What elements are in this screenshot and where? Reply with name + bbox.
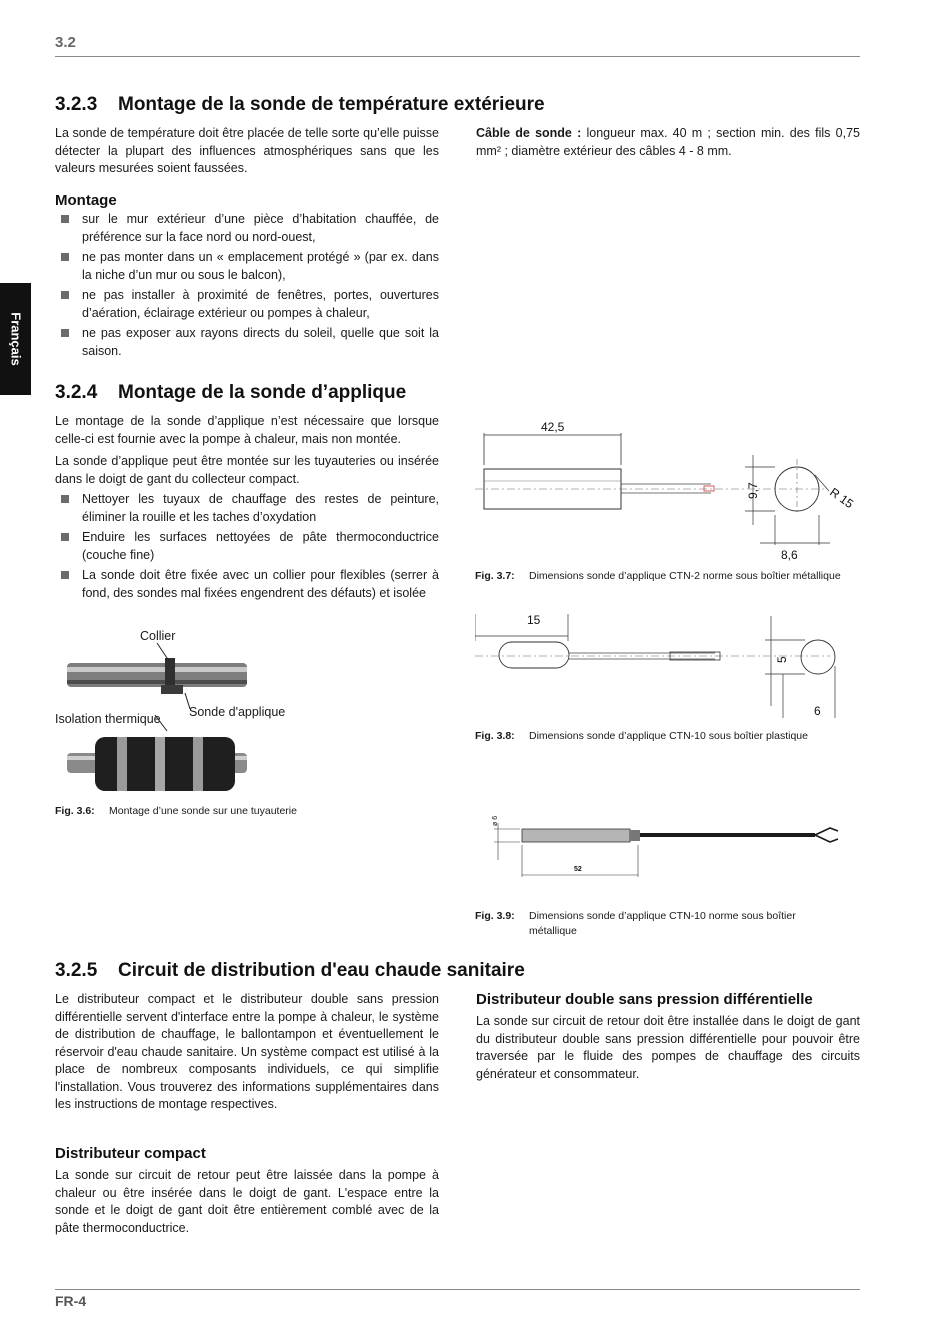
compact-distributor-heading: Distributeur compact (55, 1145, 206, 1162)
section-title: Circuit de distribution d'eau chaude sanitaire (118, 960, 525, 981)
figure-caption-text: Dimensions sonde d’applique CTN-10 norme sous boîtier métallique (529, 910, 796, 937)
bullet-square-icon (61, 291, 69, 299)
bullet-square-icon (61, 253, 69, 261)
figure-caption-3-7 (475, 569, 841, 584)
list-item: ne pas installer à proximité de fenêtres, portes, ouvertures d’aération, éclairage extérieur ou pompes à chaleur, (55, 287, 439, 322)
photo-label-isolation: Isolation thermique (55, 712, 161, 726)
list-item: sur le mur extérieur d’une pièce d’habitation chauffée, de préférence sur la face nord ou nord-ouest, (55, 211, 439, 246)
language-tab-label: Français (8, 312, 23, 366)
section-number: 3.2.4 (55, 382, 98, 403)
figure-3-7-drawing (475, 415, 865, 565)
figure-caption-text: Dimensions sonde d’applique CTN-10 sous boîtier plastique (529, 730, 808, 742)
montage-heading: Montage (55, 192, 117, 209)
section-number: 3.2.5 (55, 960, 98, 981)
s324-para2: La sonde d’applique peut être montée sur les tuyauteries ou insérée dans le doigt de gant du collecteur compact. (55, 454, 439, 486)
list-item: Nettoyer les tuyaux de chauffage des restes de peinture, éliminer la rouille et les taches d’oxydation (55, 491, 439, 526)
section-3-2-3-heading (55, 94, 545, 116)
bullet-square-icon (61, 215, 69, 223)
figure-caption-3-6 (55, 804, 297, 819)
figure-caption-text: Dimensions sonde d’applique CTN-2 norme sous boîtier métallique (529, 570, 841, 582)
bullet-square-icon (61, 495, 69, 503)
photo-label-collier: Collier (140, 629, 176, 643)
section-number: 3.2.3 (55, 94, 98, 115)
figure-label: Fig. 3.9: (475, 910, 515, 922)
montage-bullet-list (55, 211, 439, 363)
compact-distributor-text: La sonde sur circuit de retour peut être laissée dans la pompe à chaleur ou être insérée dans le doigt de gant. L'espace entre la sonde et le doigt de gant doit être entièrement comblé avec de la pâte thermoconductrice. (55, 1168, 439, 1235)
figure-caption-3-8 (475, 729, 808, 744)
header-rule (55, 56, 860, 57)
cable-spec-label: Câble de sonde : (476, 126, 582, 140)
figure-caption-3-9 (475, 909, 860, 939)
list-item: Enduire les surfaces nettoyées de pâte thermoconductrice (couche fine) (55, 529, 439, 564)
double-distributor-text: La sonde sur circuit de retour doit être installée dans le doigt de gant du distributeur double sans pression différentielle pour pouvoir être traversée par le fluide des pompes de chauffage des circuits générateur et consommateur. (476, 1014, 860, 1081)
s325-intro: Le distributeur compact et le distributeur double sans pression différentielle servent d'interface entre la pompe à chaleur, le système de distribution de chauffage, le ballontampon et éventuellement le réservoir d'eau chaude sanitaire. Un système compact est utilisé à la place de nombreux composants individuels, ce qui simplifie l'installation. Vous trouverez des informations supplémentaires dans les instructions de montage respectives. (55, 992, 439, 1111)
dimension-label: 5 (775, 656, 789, 663)
list-item: ne pas monter dans un « emplacement protégé » (par ex. dans la niche d’un mur ou sous le balcon), (55, 249, 439, 284)
language-tab (0, 283, 31, 395)
page-number: FR-4 (55, 1293, 87, 1309)
dimension-label: 52 (574, 866, 582, 873)
dimension-label: 6 (814, 704, 821, 718)
dimension-label: ø 6 (492, 815, 499, 826)
bullet-square-icon (61, 571, 69, 579)
s324-para1: Le montage de la sonde d’applique n’est nécessaire que lorsque celle-ci est fournie avec la pompe à chaleur, mais non montée. (55, 414, 439, 446)
s324-bullet-list (55, 491, 439, 605)
list-item: La sonde doit être fixée avec un collier pour flexibles (serrer à fond, des sondes mal fixées engendrent des défauts) et isolée (55, 567, 439, 602)
figure-caption-text: Montage d’une sonde sur une tuyauterie (109, 805, 297, 817)
dimension-label: R 15 (827, 484, 857, 512)
s323-intro: La sonde de température doit être placée de telle sorte qu’elle puisse détecter la plupart des influences atmosphériques sans que les valeurs mesurées soient faussées. (55, 126, 439, 175)
figure-3-8-drawing (475, 606, 865, 721)
bullet-square-icon (61, 533, 69, 541)
dimension-label: 15 (527, 613, 541, 627)
section-header-number: 3.2 (55, 34, 76, 51)
figure-label: Fig. 3.6: (55, 805, 95, 817)
photo-label-sonde: Sonde d'applique (189, 705, 286, 719)
figure-label: Fig. 3.7: (475, 570, 515, 582)
figure-3-9-drawing (490, 805, 860, 885)
section-title: Montage de la sonde d’applique (118, 382, 407, 403)
bullet-square-icon (61, 329, 69, 337)
cable-spec-text: longueur max. 40 m ; section min. des fils 0,75 mm² ; diamètre extérieur des câbles 4 - 8 mm. (476, 126, 860, 158)
dimension-label: 42,5 (541, 420, 565, 434)
dimension-label: 8,6 (781, 548, 798, 562)
dimension-label: 9,7 (746, 482, 760, 499)
cable-spec (476, 125, 860, 160)
list-item: ne pas exposer aux rayons directs du soleil, quelle que soit la saison. (55, 325, 439, 360)
section-3-2-4-heading (55, 382, 406, 404)
figure-label: Fig. 3.8: (475, 730, 515, 742)
double-distributor-heading: Distributeur double sans pression différentielle (476, 991, 813, 1008)
section-title: Montage de la sonde de température extérieure (118, 94, 545, 115)
section-3-2-5-heading (55, 960, 525, 982)
footer-rule (55, 1289, 860, 1290)
